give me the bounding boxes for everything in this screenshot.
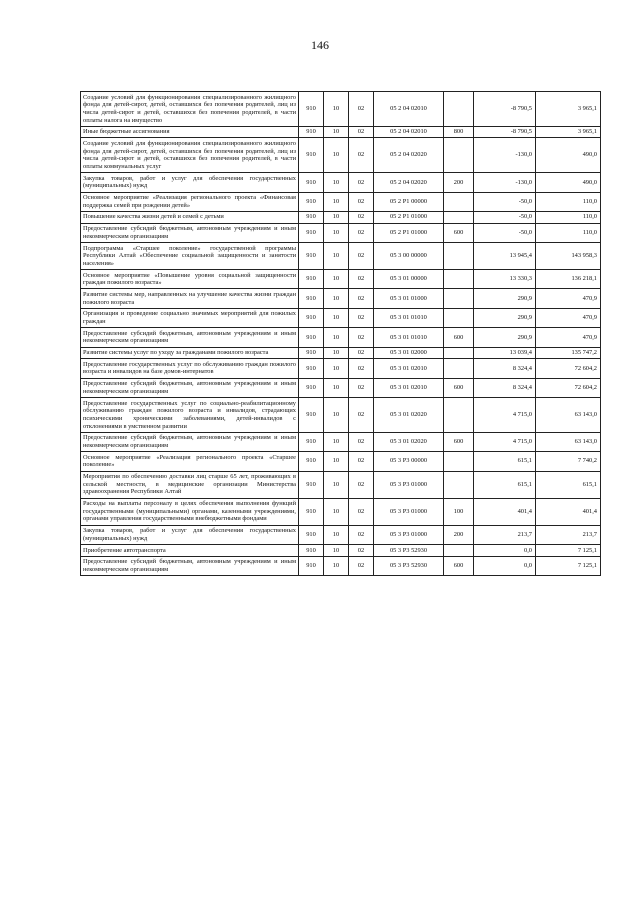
amount-total-cell: 470,9 [536, 289, 601, 308]
target-article-cell: 05 3 01 00000 [374, 270, 444, 289]
section-code-cell: 10 [324, 138, 349, 173]
row-name-cell: Мероприятия по обеспечению доставки лиц старше 65 лет, проживающих в сельской местности, в медицинские организации Министерства здравоохранения Республики Алтай [81, 471, 299, 498]
section-code-cell: 10 [324, 525, 349, 544]
table-row [81, 243, 601, 270]
row-name-cell: Предоставление государственных услуг по обслуживанию граждан пожилого возраста и инвалидов на базе домов-интернатов [81, 359, 299, 378]
grbs-code-cell: 910 [299, 192, 324, 211]
section-code-cell: 10 [324, 471, 349, 498]
grbs-code-cell: 910 [299, 223, 324, 242]
amount-change-cell: 401,4 [474, 498, 536, 525]
grbs-code-cell: 910 [299, 398, 324, 433]
subsection-code-cell: 02 [349, 525, 374, 544]
amount-change-cell: 4 715,0 [474, 398, 536, 433]
subsection-code-cell: 02 [349, 452, 374, 471]
grbs-code-cell: 910 [299, 270, 324, 289]
table-row [81, 452, 601, 471]
expense-type-cell [444, 347, 474, 359]
subsection-code-cell: 02 [349, 545, 374, 557]
grbs-code-cell: 910 [299, 525, 324, 544]
subsection-code-cell: 02 [349, 92, 374, 127]
row-name-cell: Подпрограмма «Старшее поколение» государственной программы Республики Алтай «Обеспечение социальной защищенности и занятости населения» [81, 243, 299, 270]
row-name-cell: Основное мероприятие «Повышение уровня социальной защищенности граждан пожилого возраста» [81, 270, 299, 289]
table-row [81, 545, 601, 557]
amount-total-cell: 490,0 [536, 173, 601, 192]
amount-change-cell: 8 324,4 [474, 359, 536, 378]
subsection-code-cell: 02 [349, 211, 374, 223]
amount-total-cell: 470,9 [536, 328, 601, 347]
target-article-cell: 05 3 01 01000 [374, 289, 444, 308]
amount-change-cell: 0,0 [474, 556, 536, 575]
subsection-code-cell: 02 [349, 398, 374, 433]
section-code-cell: 10 [324, 92, 349, 127]
target-article-cell: 05 3 01 02000 [374, 347, 444, 359]
expense-type-cell: 200 [444, 173, 474, 192]
amount-change-cell: 13 039,4 [474, 347, 536, 359]
amount-change-cell: -130,0 [474, 173, 536, 192]
amount-total-cell: 110,0 [536, 211, 601, 223]
subsection-code-cell: 02 [349, 347, 374, 359]
target-article-cell: 05 2 P1 01000 [374, 223, 444, 242]
expense-type-cell [444, 398, 474, 433]
amount-change-cell: 213,7 [474, 525, 536, 544]
section-code-cell: 10 [324, 359, 349, 378]
expense-type-cell [444, 192, 474, 211]
row-name-cell: Предоставление государственных услуг по социально-реабилитационному обслуживанию граждан пожилого возраста и инвалидов, страдающих психическими хроническими заболеваниями, детей-инвалидов с отклонениями в умственном развитии [81, 398, 299, 433]
target-article-cell: 05 2 04 02010 [374, 92, 444, 127]
subsection-code-cell: 02 [349, 359, 374, 378]
grbs-code-cell: 910 [299, 211, 324, 223]
target-article-cell: 05 3 01 02020 [374, 432, 444, 451]
table-row [81, 270, 601, 289]
grbs-code-cell: 910 [299, 243, 324, 270]
expense-type-cell: 600 [444, 378, 474, 397]
subsection-code-cell: 02 [349, 192, 374, 211]
grbs-code-cell: 910 [299, 92, 324, 127]
amount-total-cell: 7 125,1 [536, 556, 601, 575]
subsection-code-cell: 02 [349, 270, 374, 289]
amount-total-cell: 110,0 [536, 192, 601, 211]
section-code-cell: 10 [324, 398, 349, 433]
table-row [81, 398, 601, 433]
amount-total-cell: 135 747,2 [536, 347, 601, 359]
amount-total-cell: 3 965,1 [536, 92, 601, 127]
expense-type-cell: 600 [444, 223, 474, 242]
grbs-code-cell: 910 [299, 347, 324, 359]
section-code-cell: 10 [324, 556, 349, 575]
expense-type-cell: 600 [444, 432, 474, 451]
section-code-cell: 10 [324, 328, 349, 347]
section-code-cell: 10 [324, 308, 349, 327]
section-code-cell: 10 [324, 270, 349, 289]
grbs-code-cell: 910 [299, 545, 324, 557]
amount-total-cell: 63 143,0 [536, 398, 601, 433]
section-code-cell: 10 [324, 192, 349, 211]
expense-type-cell [444, 270, 474, 289]
subsection-code-cell: 02 [349, 328, 374, 347]
subsection-code-cell: 02 [349, 243, 374, 270]
expense-type-cell [444, 289, 474, 308]
subsection-code-cell: 02 [349, 223, 374, 242]
row-name-cell: Иные бюджетные ассигнования [81, 126, 299, 138]
amount-total-cell: 490,0 [536, 138, 601, 173]
row-name-cell: Повышение качества жизни детей и семей с детьми [81, 211, 299, 223]
subsection-code-cell: 02 [349, 289, 374, 308]
amount-change-cell: 13 330,3 [474, 270, 536, 289]
amount-change-cell: -130,0 [474, 138, 536, 173]
amount-change-cell: 4 715,0 [474, 432, 536, 451]
expense-type-cell [444, 359, 474, 378]
expense-type-cell [444, 471, 474, 498]
amount-change-cell: -8 790,5 [474, 92, 536, 127]
row-name-cell: Основное мероприятие «Реализация регионального проекта «Старшее поколение» [81, 452, 299, 471]
subsection-code-cell: 02 [349, 556, 374, 575]
target-article-cell: 05 2 P1 00000 [374, 192, 444, 211]
table-row [81, 308, 601, 327]
target-article-cell: 05 3 01 02010 [374, 378, 444, 397]
row-name-cell: Основное мероприятие «Реализация регионального проекта «Финансовая поддержка семей при рождении детей» [81, 192, 299, 211]
section-code-cell: 10 [324, 173, 349, 192]
section-code-cell: 10 [324, 347, 349, 359]
expense-type-cell: 600 [444, 328, 474, 347]
amount-total-cell: 110,0 [536, 223, 601, 242]
row-name-cell: Предоставление субсидий бюджетным, автономным учреждениям и иным некоммерческим организациям [81, 378, 299, 397]
table-row [81, 471, 601, 498]
amount-total-cell: 143 958,3 [536, 243, 601, 270]
amount-change-cell: -50,0 [474, 223, 536, 242]
amount-change-cell: 290,9 [474, 289, 536, 308]
table-row [81, 211, 601, 223]
expense-type-cell: 800 [444, 126, 474, 138]
table-row [81, 498, 601, 525]
target-article-cell: 05 3 00 00000 [374, 243, 444, 270]
target-article-cell: 05 3 01 01010 [374, 308, 444, 327]
amount-change-cell: 615,1 [474, 471, 536, 498]
amount-total-cell: 7 125,1 [536, 545, 601, 557]
subsection-code-cell: 02 [349, 432, 374, 451]
grbs-code-cell: 910 [299, 556, 324, 575]
table-row [81, 525, 601, 544]
amount-change-cell: 615,1 [474, 452, 536, 471]
section-code-cell: 10 [324, 452, 349, 471]
row-name-cell: Организация и проведение социально значимых мероприятий для пожилых граждан [81, 308, 299, 327]
grbs-code-cell: 910 [299, 498, 324, 525]
target-article-cell: 05 2 04 02020 [374, 173, 444, 192]
amount-total-cell: 72 604,2 [536, 378, 601, 397]
grbs-code-cell: 910 [299, 378, 324, 397]
table-row [81, 328, 601, 347]
expense-type-cell [444, 92, 474, 127]
grbs-code-cell: 910 [299, 432, 324, 451]
grbs-code-cell: 910 [299, 359, 324, 378]
row-name-cell: Развитие системы услуг по уходу за гражданами пожилого возраста [81, 347, 299, 359]
grbs-code-cell: 910 [299, 289, 324, 308]
grbs-code-cell: 910 [299, 126, 324, 138]
amount-total-cell: 63 143,0 [536, 432, 601, 451]
target-article-cell: 05 3 P3 52930 [374, 556, 444, 575]
expense-type-cell: 100 [444, 498, 474, 525]
subsection-code-cell: 02 [349, 471, 374, 498]
table-row [81, 556, 601, 575]
row-name-cell: Закупка товаров, работ и услуг для обеспечения государственных (муниципальных) нужд [81, 173, 299, 192]
amount-total-cell: 213,7 [536, 525, 601, 544]
amount-total-cell: 72 604,2 [536, 359, 601, 378]
section-code-cell: 10 [324, 289, 349, 308]
budget-table [80, 91, 601, 576]
table-row [81, 138, 601, 173]
section-code-cell: 10 [324, 432, 349, 451]
target-article-cell: 05 3 P3 01000 [374, 471, 444, 498]
table-row [81, 126, 601, 138]
row-name-cell: Закупка товаров, работ и услуг для обеспечения государственных (муниципальных) нужд [81, 525, 299, 544]
table-row [81, 192, 601, 211]
table-row [81, 92, 601, 127]
subsection-code-cell: 02 [349, 308, 374, 327]
amount-change-cell: -50,0 [474, 192, 536, 211]
amount-change-cell: 0,0 [474, 545, 536, 557]
row-name-cell: Предоставление субсидий бюджетным, автономным учреждениям и иным некоммерческим организациям [81, 556, 299, 575]
row-name-cell: Предоставление субсидий бюджетным, автономным учреждениям и иным некоммерческим организациям [81, 328, 299, 347]
subsection-code-cell: 02 [349, 126, 374, 138]
target-article-cell: 05 3 P3 00000 [374, 452, 444, 471]
section-code-cell: 10 [324, 498, 349, 525]
amount-change-cell: 290,9 [474, 308, 536, 327]
target-article-cell: 05 3 01 02010 [374, 359, 444, 378]
amount-change-cell: -8 790,5 [474, 126, 536, 138]
expense-type-cell [444, 138, 474, 173]
section-code-cell: 10 [324, 378, 349, 397]
table-row [81, 359, 601, 378]
target-article-cell: 05 3 01 01010 [374, 328, 444, 347]
row-name-cell: Создание условий для функционирования специализированного жилищного фонда для детей-сирот, детей, оставшихся без попечения родителей, лиц из числа детей-сирот и детей, оставшихся без попечения родителей, в части оплаты коммунальных услуг [81, 138, 299, 173]
target-article-cell: 05 3 P3 52930 [374, 545, 444, 557]
table-row [81, 347, 601, 359]
subsection-code-cell: 02 [349, 138, 374, 173]
expense-type-cell: 600 [444, 556, 474, 575]
amount-total-cell: 615,1 [536, 471, 601, 498]
target-article-cell: 05 3 P3 01000 [374, 525, 444, 544]
target-article-cell: 05 2 04 02010 [374, 126, 444, 138]
row-name-cell: Расходы на выплаты персоналу в целях обеспечения выполнения функций государственными (муниципальными) органами, казенными учреждениями, органами управления государственными внебюджетными фондами [81, 498, 299, 525]
grbs-code-cell: 910 [299, 471, 324, 498]
amount-change-cell: 8 324,4 [474, 378, 536, 397]
table-body [81, 92, 601, 576]
row-name-cell: Предоставление субсидий бюджетным, автономным учреждениям и иным некоммерческим организациям [81, 432, 299, 451]
target-article-cell: 05 2 P1 01000 [374, 211, 444, 223]
row-name-cell: Приобретение автотранспорта [81, 545, 299, 557]
subsection-code-cell: 02 [349, 173, 374, 192]
section-code-cell: 10 [324, 211, 349, 223]
row-name-cell: Создание условий для функционирования специализированного жилищного фонда для детей-сирот, детей, оставшихся без попечения родителей, лиц из числа детей-сирот и детей, оставшихся без попечения родителей, в части оплаты налога на имущество [81, 92, 299, 127]
table-row [81, 432, 601, 451]
section-code-cell: 10 [324, 223, 349, 242]
page-number: 146 [311, 38, 329, 52]
expense-type-cell: 200 [444, 525, 474, 544]
amount-total-cell: 7 740,2 [536, 452, 601, 471]
table-row [81, 378, 601, 397]
row-name-cell: Предоставление субсидий бюджетным, автономным учреждениям и иным некоммерческим организациям [81, 223, 299, 242]
amount-change-cell: 13 945,4 [474, 243, 536, 270]
grbs-code-cell: 910 [299, 328, 324, 347]
target-article-cell: 05 2 04 02020 [374, 138, 444, 173]
expense-type-cell [444, 308, 474, 327]
table-row [81, 289, 601, 308]
grbs-code-cell: 910 [299, 452, 324, 471]
expense-type-cell [444, 545, 474, 557]
subsection-code-cell: 02 [349, 378, 374, 397]
section-code-cell: 10 [324, 126, 349, 138]
grbs-code-cell: 910 [299, 173, 324, 192]
grbs-code-cell: 910 [299, 308, 324, 327]
table-row [81, 223, 601, 242]
amount-total-cell: 136 218,1 [536, 270, 601, 289]
table-row [81, 173, 601, 192]
target-article-cell: 05 3 P3 01000 [374, 498, 444, 525]
section-code-cell: 10 [324, 243, 349, 270]
amount-total-cell: 3 965,1 [536, 126, 601, 138]
row-name-cell: Развитие системы мер, направленных на улучшение качества жизни граждан пожилого возраста [81, 289, 299, 308]
amount-total-cell: 401,4 [536, 498, 601, 525]
expense-type-cell [444, 243, 474, 270]
expense-type-cell [444, 452, 474, 471]
expense-type-cell [444, 211, 474, 223]
grbs-code-cell: 910 [299, 138, 324, 173]
target-article-cell: 05 3 01 02020 [374, 398, 444, 433]
subsection-code-cell: 02 [349, 498, 374, 525]
amount-change-cell: 290,9 [474, 328, 536, 347]
amount-change-cell: -50,0 [474, 211, 536, 223]
section-code-cell: 10 [324, 545, 349, 557]
amount-total-cell: 470,9 [536, 308, 601, 327]
